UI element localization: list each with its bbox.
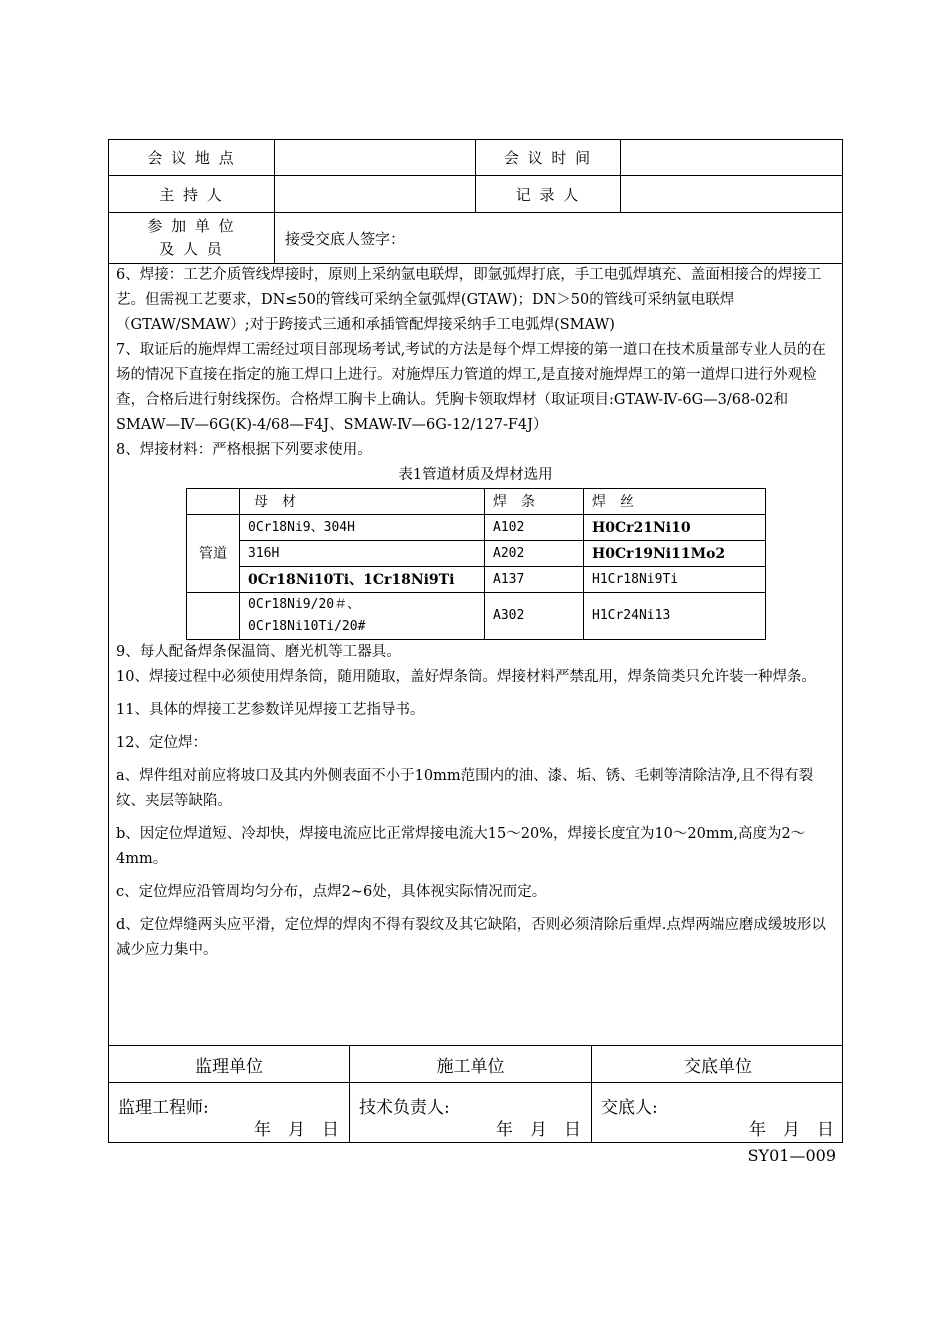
construction-unit: 施工单位 bbox=[350, 1046, 592, 1082]
recorder-label: 记 录 人 bbox=[476, 176, 621, 212]
discloser-label: 交底人: bbox=[601, 1098, 658, 1118]
item-12a: a、焊件组对前应将坡口及其内外侧表面不小于10mm范围内的油、漆、垢、锈、毛刺等清除洁净,且不得有裂纹、夹层等缺陷。 bbox=[116, 768, 814, 809]
item-12d: d、定位焊缝两头应平滑，定位焊的焊肉不得有裂纹及其它缺陷，否则必须清除后重焊.点焊两端应磨成缓坡形以减少应力集中。 bbox=[116, 917, 826, 958]
supervision-sign-cell[interactable] bbox=[109, 1083, 350, 1143]
base-material-cell: 0Cr18Ni10Ti、1Cr18Ni9Ti bbox=[240, 567, 485, 593]
item-12b: b、因定位焊道短、冷却快，焊接电流应比正常焊接电流大15～20%，焊接长度宜为10～20mm,高度为2～4mm。 bbox=[116, 826, 806, 867]
item-8-materials: 8、焊接材料：严格根据下列要求使用。 bbox=[116, 442, 372, 458]
footer-units-row bbox=[109, 1045, 842, 1083]
header-row-host bbox=[109, 176, 842, 213]
briefing-form bbox=[108, 139, 843, 1143]
item-9-tools: 9、每人配备焊条保温筒、磨光机等工器具。 bbox=[116, 644, 401, 660]
item-6-welding: 6、焊接：工艺介质管线焊接时，原则上采纳氩电联焊，即氩弧焊打底，手工电弧焊填充、盖面相接合的焊接工艺。但需视工艺要求，DN≤50的管线可采纳全氩弧焊(GTAW)；DN＞50的管线可采纳氩电联焊（GTAW/SMAW）;对于跨接式三通和承插管配焊接采纳手工电弧焊(SMAW) bbox=[116, 267, 822, 333]
base-material-cell: 0Cr18Ni9、304H bbox=[240, 515, 485, 541]
host-value[interactable] bbox=[275, 176, 476, 212]
footer-signature-row bbox=[109, 1083, 842, 1143]
header-electrode: 焊 条 bbox=[485, 489, 584, 515]
construction-date: 年 月 日 bbox=[496, 1120, 581, 1140]
attendees-label bbox=[109, 213, 275, 263]
attendees-label-line2: 及 人 员 bbox=[159, 240, 224, 258]
item-10-electrode-tube: 10、焊接过程中必须使用焊条筒，随用随取，盖好焊条筒。焊接材料严禁乱用，焊条筒类只允许装一种焊条。 bbox=[116, 669, 816, 685]
meeting-time-label: 会 议 时 间 bbox=[476, 140, 621, 175]
table-corner-cell bbox=[187, 489, 240, 515]
attendees-label-line1: 参 加 单 位 bbox=[147, 217, 236, 235]
header-row-attendees bbox=[109, 213, 842, 264]
disclosure-date: 年 月 日 bbox=[749, 1120, 834, 1140]
disclosure-sign-cell[interactable] bbox=[592, 1083, 844, 1143]
material-table bbox=[186, 488, 766, 640]
header-wire: 焊 丝 bbox=[584, 489, 766, 515]
pipe-group-label: 管道 bbox=[187, 515, 240, 593]
disclosure-content bbox=[109, 263, 842, 963]
meeting-place-value[interactable] bbox=[275, 140, 476, 175]
empty-group-cell bbox=[187, 593, 240, 640]
meeting-time-value[interactable] bbox=[621, 140, 844, 175]
signature-field[interactable] bbox=[275, 213, 844, 263]
meeting-place-label: 会 议 地 点 bbox=[109, 140, 275, 175]
header-row-meeting bbox=[109, 140, 842, 176]
host-label: 主 持 人 bbox=[109, 176, 275, 212]
supervision-engineer-label: 监理工程师: bbox=[118, 1098, 209, 1118]
item-12-tack-welding: 12、定位焊： bbox=[116, 735, 207, 751]
table-row bbox=[187, 515, 766, 541]
item-12c: c、定位焊应沿管周均匀分布，点焊2~6处，具体视实际情况而定。 bbox=[116, 884, 547, 900]
electrode-cell: A302 bbox=[485, 593, 584, 640]
electrode-cell: A102 bbox=[485, 515, 584, 541]
electrode-cell: A202 bbox=[485, 541, 584, 567]
construction-sign-cell[interactable] bbox=[350, 1083, 592, 1143]
wire-cell: H0Cr19Ni11Mo2 bbox=[584, 541, 766, 567]
wire-cell: H1Cr24Ni13 bbox=[584, 593, 766, 640]
table-row bbox=[187, 541, 766, 567]
item-7-welder-qualification: 7、取证后的施焊焊工需经过项目部现场考试,考试的方法是每个焊工焊接的第一道口在技术质量部专业人员的在场的情况下直接在指定的施工焊口上进行。对施焊压力管道的焊工,是直接对施焊焊工的第一道焊口进行外观检查，合格后进行射线探伤。合格焊工胸卡上确认。凭胸卡领取焊材（取证项目:GTAW-Ⅳ-6G—3/68-02和SMAW—Ⅳ—6G(K)-4/68—F4J、SMAW-Ⅳ—6G-12/127-F4J） bbox=[116, 342, 826, 433]
document-code: SY01—009 bbox=[747, 1146, 836, 1165]
recorder-value[interactable] bbox=[621, 176, 844, 212]
electrode-cell: A137 bbox=[485, 567, 584, 593]
base-material-cell: 0Cr18Ni9/20＃、0Cr18Ni10Ti/20# bbox=[240, 593, 485, 640]
wire-cell: H0Cr21Ni10 bbox=[584, 515, 766, 541]
table-header-row bbox=[187, 489, 766, 515]
supervision-date: 年 月 日 bbox=[254, 1120, 339, 1140]
supervision-unit: 监理单位 bbox=[109, 1046, 350, 1082]
signature-label: 接受交底人签字： bbox=[285, 229, 406, 248]
wire-cell: H1Cr18Ni9Ti bbox=[584, 567, 766, 593]
item-11-parameters: 11、具体的焊接工艺参数详见焊接工艺指导书。 bbox=[116, 702, 425, 718]
tech-lead-label: 技术负责人: bbox=[359, 1098, 450, 1118]
table-row bbox=[187, 593, 766, 640]
header-base-material: 母 材 bbox=[240, 489, 485, 515]
disclosure-unit: 交底单位 bbox=[684, 1056, 752, 1077]
table-row bbox=[187, 567, 766, 593]
table-caption: 表1管道材质及焊材选用 bbox=[398, 467, 553, 483]
base-material-cell: 316H bbox=[240, 541, 485, 567]
